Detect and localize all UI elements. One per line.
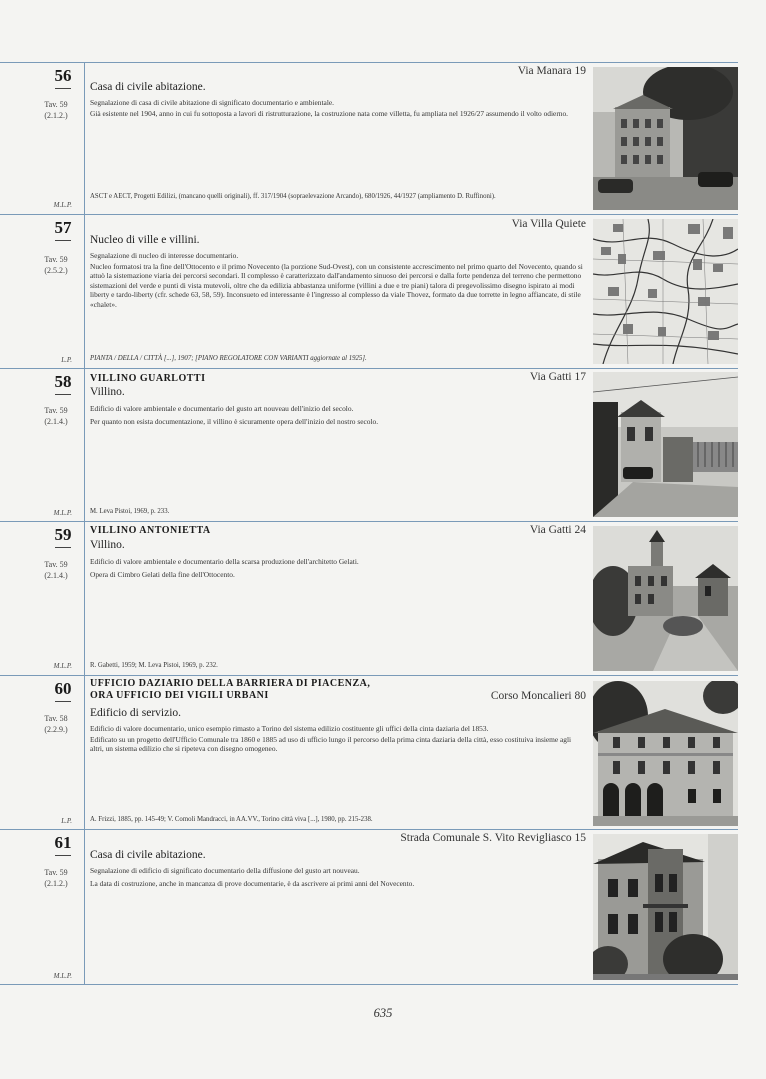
number-underline xyxy=(55,394,71,395)
classification-code: (2.2.9.) xyxy=(44,725,68,734)
entry-divider xyxy=(0,675,738,676)
building-type: Edificio di servizio. xyxy=(90,707,182,719)
classification-code: (2.5.2.) xyxy=(44,266,68,275)
entry-divider xyxy=(0,829,738,830)
address: Strada Comunale S. Vito Revigliasco 15 xyxy=(400,832,586,844)
building-type: Nucleo di ville e villini. xyxy=(90,234,200,246)
entry-number: 60 xyxy=(54,679,72,698)
tav-reference: Tav. 59 xyxy=(44,100,68,109)
address: Via Gatti 24 xyxy=(529,524,586,536)
number-underline xyxy=(55,855,71,856)
references: M. Leva Pistoi, 1969, p. 233. xyxy=(90,508,170,515)
description-paragraph: Edificio di valore ambientale e documentario del gusto art nouveau dell'inizio del secolo. xyxy=(90,404,354,413)
building-type: Villino. xyxy=(90,386,125,398)
page-number: 635 xyxy=(373,1006,393,1020)
entry-number: 57 xyxy=(54,218,72,237)
description xyxy=(90,724,585,754)
building-photo xyxy=(593,526,738,671)
tav-reference: Tav. 58 xyxy=(44,714,68,723)
description xyxy=(90,98,585,118)
address: Via Manara 19 xyxy=(517,65,586,77)
building-photo xyxy=(593,67,738,210)
tav-reference: Tav. 59 xyxy=(44,255,68,264)
entry-number: 59 xyxy=(54,525,72,544)
description-paragraph: Edificio di valore documentario, unico esempio rimasto a Torino del sistema edilizio costituente gli uffici della cinta daziaria del 1853. xyxy=(90,724,489,733)
building-name: VILLINO GUARLOTTI xyxy=(90,373,206,384)
number-underline xyxy=(55,240,71,241)
address: Via Gatti 17 xyxy=(529,371,586,383)
description-paragraph: Per quanto non esista documentazione, il villino è sicuramente opera dell'inizio del nostro secolo. xyxy=(90,416,379,426)
description xyxy=(90,404,585,426)
description-paragraph: Edificio di valore ambientale e documentario della scarsa produzione dell'architetto Gelati. xyxy=(90,557,359,566)
building-name: VILLINO ANTONIETTA xyxy=(90,525,211,536)
description xyxy=(90,251,585,310)
entry-divider xyxy=(0,984,738,985)
column-divider xyxy=(84,62,85,984)
tav-reference: Tav. 59 xyxy=(44,560,68,569)
address: Corso Moncalieri 80 xyxy=(490,690,586,702)
address: Via Villa Quiete xyxy=(511,218,586,230)
building-photo xyxy=(593,372,738,517)
number-underline xyxy=(55,88,71,89)
author-initials: M.L.P. xyxy=(53,201,72,209)
building-name-line-2: ORA UFFICIO DEI VIGILI URBANI xyxy=(90,690,269,701)
author-initials: L.P. xyxy=(61,817,72,825)
classification-code: (2.1.4.) xyxy=(44,417,68,426)
description-paragraph: Segnalazione di nucleo di interesse documentario. xyxy=(90,251,239,260)
author-initials: M.L.P. xyxy=(53,972,72,980)
number-underline xyxy=(55,701,71,702)
description-paragraph: La data di costruzione, anche in mancanza di prove documentarie, è da ascrivere ai primi anni del Novecento. xyxy=(90,878,415,888)
entry-number: 58 xyxy=(54,372,72,391)
classification-code: (2.1.2.) xyxy=(44,111,68,120)
author-initials: M.L.P. xyxy=(53,662,72,670)
classification-code: (2.1.2.) xyxy=(44,879,68,888)
references: ASCT e AECT, Progetti Edilizi, (mancano quelli originali), ff. 317/1904 (sopraelevazione Arcando), 680/1926, 44/1927 (ampliamento D. Ruffinoni). xyxy=(90,193,496,200)
building-type: Casa di civile abitazione. xyxy=(90,81,206,93)
description-paragraph: Nucleo formatosi tra la fine dell'Ottocento e il primo Novecento (la porzione Sud-Ovest), con un consistente accrescimento nel primo quarto del Novecento, quando si attuò la sistemazione viaria dei percorsi secondari. Il complesso è caratterizzato dall'andamento sinuoso dei percorsi e dalla forte pendenza del terreno che permettono sistemazioni del verde e punti di vista mutevoli, oltre che da edilizia abbastanza uniforme (villini a due e tre piani) talora di pregevolissimo disegno ispirato ai modi liberty e tardo-liberty (cfr. schede 63, 58, 59). Inconsueto ed interessante è l'ingresso al complesso da viale Thovez, formato da due torrette in legno affiancate, di stile «chalet». xyxy=(90,261,583,309)
description-paragraph: Opera di Cimbro Gelati della fine dell'Ottocento. xyxy=(90,569,235,579)
entry-divider xyxy=(0,521,738,522)
map-image xyxy=(593,219,738,364)
entry-divider xyxy=(0,62,738,63)
entry-divider xyxy=(0,368,738,369)
building-photo xyxy=(593,681,738,826)
author-initials: L.P. xyxy=(61,356,72,364)
entry-number: 61 xyxy=(54,833,72,852)
description-paragraph: Già esistente nel 1904, anno in cui fu sottoposta a lavori di ristrutturazione, la costruzione nata come villetta, fu ampliata nel 1926/27 assumendo il volto odierno. xyxy=(90,108,569,118)
building-type: Casa di civile abitazione. xyxy=(90,849,206,861)
building-photo xyxy=(593,834,738,980)
description xyxy=(90,866,585,888)
description-paragraph: Segnalazione di casa di civile abitazione di significato documentario e ambientale. xyxy=(90,98,335,107)
tav-reference: Tav. 59 xyxy=(44,406,68,415)
description xyxy=(90,557,585,579)
references: R. Gabetti, 1959; M. Leva Pistoi, 1969, p. 232. xyxy=(90,662,218,669)
entry-divider xyxy=(0,214,738,215)
classification-code: (2.1.4.) xyxy=(44,571,68,580)
references: A. Frizzi, 1885, pp. 145-49; V. Comoli Mandracci, in AA.VV., Torino città viva [...], 1980, pp. 215-238. xyxy=(90,816,373,823)
references: PIANTA / DELLA / CITTÀ [...], 1907; [PIANO REGOLATORE CON VARIANTI aggiornate al 1925]. xyxy=(90,355,367,362)
number-underline xyxy=(55,547,71,548)
description-paragraph: Edificato su un progetto dell'Ufficio Comunale tra 1860 e 1885 ad uso di ufficio lungo il percorso della prima cinta daziaria della città, esso costituiva insieme agli altri, un sistema edilizio che si ripeteva con disegno omogeneo. xyxy=(90,734,572,754)
tav-reference: Tav. 59 xyxy=(44,868,68,877)
entry-number: 56 xyxy=(54,66,72,85)
author-initials: M.L.P. xyxy=(53,509,72,517)
description-paragraph: Segnalazione di edificio di significato documentario della diffusione del gusto art nouveau. xyxy=(90,866,360,875)
building-type: Villino. xyxy=(90,539,125,551)
building-name: UFFICIO DAZIARIO DELLA BARRIERA DI PIACENZA, xyxy=(90,678,371,689)
